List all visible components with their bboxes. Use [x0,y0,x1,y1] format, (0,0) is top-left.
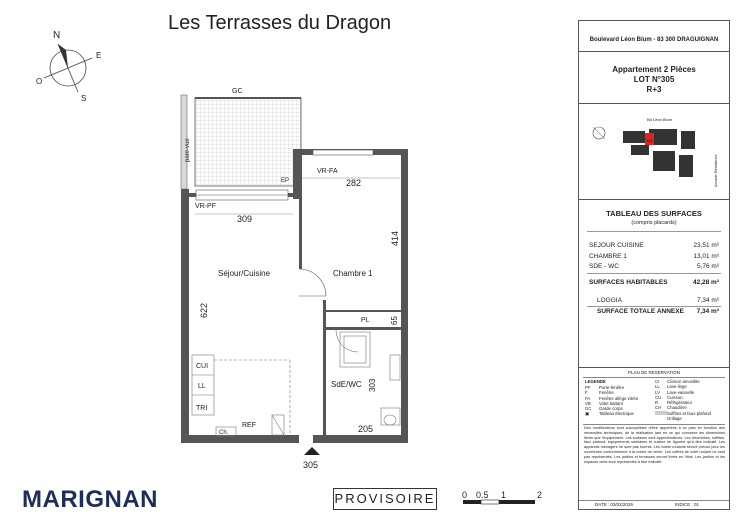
lot-number: LOT N°305 [633,75,675,84]
row-2-label: SDE - WC [589,263,619,270]
map-lot: 305 [646,138,653,143]
address: Boulevard Léon Blum - 83 300 DRAGUIGNAN [589,37,719,43]
level: R+3 [646,85,662,94]
legend-right: CI Cloison amovible LL Lave-linge LV Lave-vaisselle CU Cuisson R Réfrigérateur CH Chaudière Soffites et faux-plafond Grillage [655,379,711,422]
table-subtitle: (compris placards) [631,220,677,226]
scale-2: 2 [537,490,543,500]
label-cui: CUI [196,363,209,370]
vr-fa-label: VR-FA [317,168,338,175]
loggia-value: 7,34 m² [696,297,719,304]
page-title: Les Terrasses du Dragon [168,12,392,34]
compass-n: N [53,30,61,41]
compass-e: E [96,51,102,60]
map-street: Bd Léon Blum [647,117,673,122]
gc-label: GC [232,88,243,95]
ep-label: EP [281,178,290,184]
entry-label: 305 [303,460,319,470]
row-1-value: 13,01 m² [693,253,719,260]
room-sejour: Séjour/Cuisine [218,269,271,278]
entry-arrow [304,447,320,455]
annexe-label: SURFACE TOTALE ANNEXE [597,308,684,315]
compass-o: O [36,77,43,86]
hab-label: SURFACES HABITABLES [589,279,668,286]
scale-05: 0.5 [476,490,489,500]
table-title: TABLEAU DES SURFACES [606,209,702,218]
vr-pf-label: VR-PF [195,203,216,210]
label-tri: TRI [196,405,208,412]
indice: INDICE : 01 [675,502,700,507]
map-street2: Arcade Résidence [713,154,718,187]
dim-303: 303 [368,378,377,392]
label-ll: LL [198,383,206,390]
room-chambre: Chambre 1 [333,269,373,278]
date: DATE : 03/02/2026 [595,502,633,507]
dim-309: 309 [237,214,253,224]
bathroom-fixtures [340,332,400,425]
status-badge: PROVISOIRE [333,488,437,510]
compass [36,30,101,103]
row-0-value: 23,51 m² [693,242,719,249]
row-2-value: 5,76 m² [696,263,719,270]
info-panel [578,20,730,510]
loggia-label: LOGGIA [597,297,622,304]
hab-value: 42,28 m² [692,279,719,286]
reservation-label: PLAN DE RESERVATION [627,370,680,375]
apt-type: Appartement 2 Pièces [612,65,696,74]
location-map [583,109,727,195]
dim-414: 414 [390,230,400,246]
row-0-label: SEJOUR CUISINE [589,242,644,249]
dim-65: 65 [390,316,399,325]
room-sdewc: SdE/WC [331,380,362,389]
marignan-logo: MARIGNAN [22,486,158,513]
label-ref: REF [242,422,256,429]
compass-s: S [81,94,87,103]
annexe-value: 7,34 m² [696,308,719,315]
label-ch: Ch. [219,430,229,436]
scale-bar [462,490,542,504]
row-1-label: CHAMBRE 1 [589,253,627,260]
scale-0: 0 [462,490,468,500]
scale-1: 1 [501,490,507,500]
loggia [195,98,301,186]
disclaimer: Des modifications sont susceptibles d'être apportées à ce plan en fonction des nécessités techniques, de la réalisation tant en ce qui concerne les dimensions libres que l'équipement. Les surfaces sont approximatives. Les retombées, soffites, faux plafond, équipements sanitaires et cuisine ne figurent qu'à titre indicatif. Les appareils ménagers ne sont pas fournis. Les volets roulants seront prévus pour les ouvertures conformément à la notice de vente. Les coffres de volet roulant ne sont pas représentés. Les jardins et terrasses seront livrés en l'état. Les jardins et les espaces verts sont représentés à titre indicatif. [584,426,725,464]
pare-vue-label: pare-vue [185,138,191,162]
dim-205: 205 [358,424,374,434]
dim-622: 622 [199,302,209,318]
legend-left: PF Porte-fenêtre F Fenêtre FA Fenêtre allège vitrée VB Volet battant GC Garde corps ▣ Tableau électrique [585,385,639,417]
dim-282: 282 [346,178,362,188]
room-pl: PL [361,317,370,324]
legend-title: LEGENDE [585,379,606,384]
